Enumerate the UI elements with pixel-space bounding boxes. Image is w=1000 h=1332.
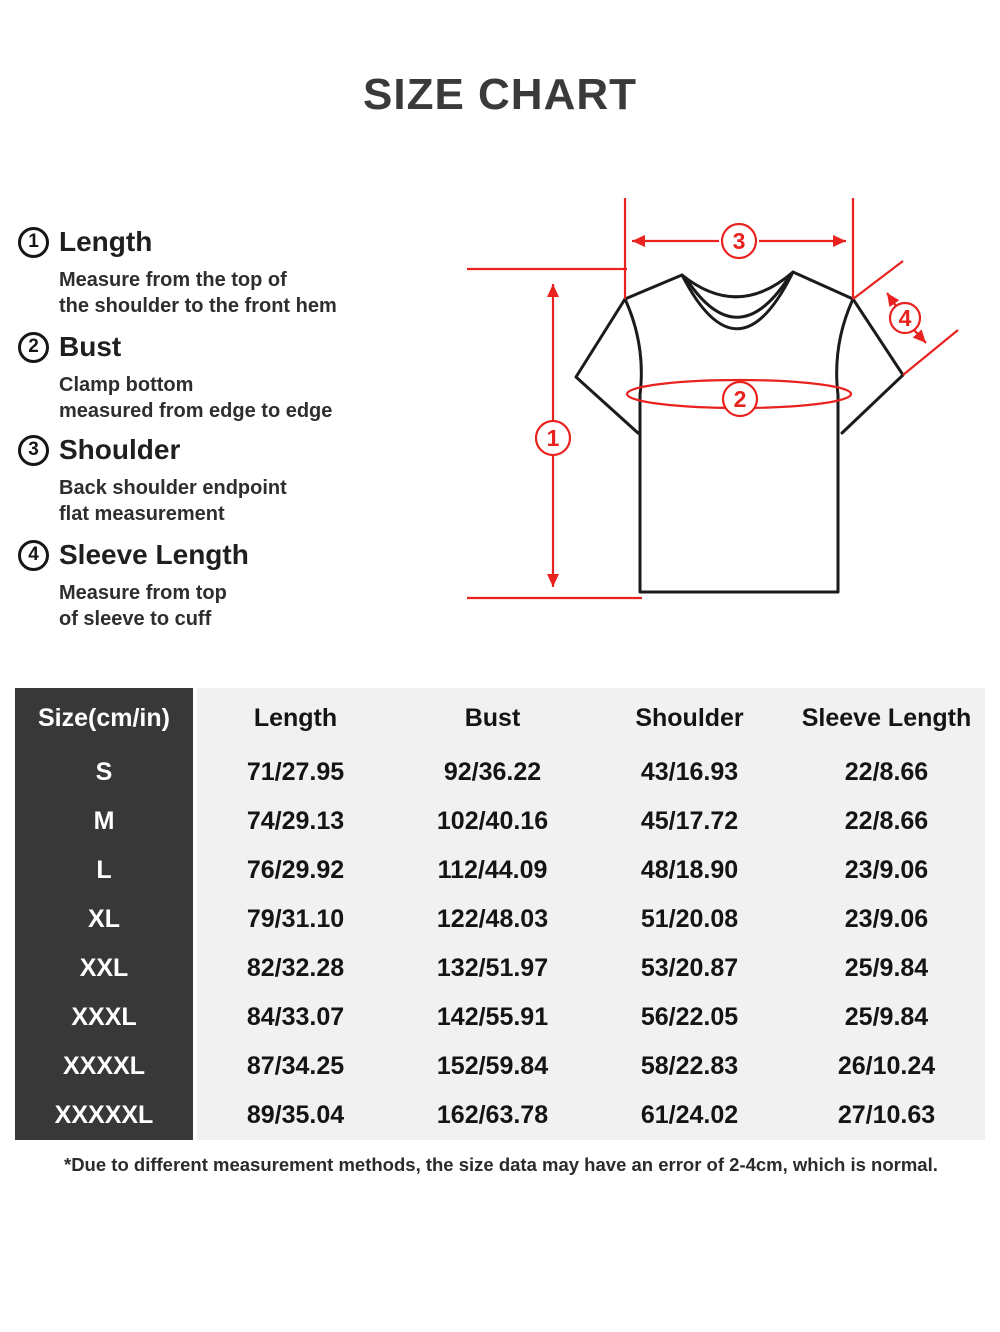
page-title: SIZE CHART xyxy=(363,70,637,119)
value-cell: 122/48.03 xyxy=(436,905,549,933)
size-cell: XXXXXL xyxy=(54,1101,154,1129)
instruction-bust xyxy=(18,331,448,424)
tshirt-collar-outer xyxy=(682,272,793,329)
table-header-cell: Bust xyxy=(464,703,521,732)
value-cell: 87/34.25 xyxy=(246,1052,345,1080)
size-table-label-column xyxy=(15,688,193,1140)
value-cell: 79/31.10 xyxy=(246,905,345,933)
instruction-bust-desc xyxy=(59,372,448,424)
value-cell: 53/20.87 xyxy=(640,954,739,982)
value-cell: 112/44.09 xyxy=(437,856,548,884)
value-cell: 82/32.28 xyxy=(246,954,345,982)
value-cell: 92/36.22 xyxy=(443,758,542,786)
value-cell: 132/51.97 xyxy=(436,954,549,982)
measurement-annotations xyxy=(467,198,958,598)
table-header-cell: Size(cm/in) xyxy=(38,703,170,732)
tshirt-body xyxy=(625,272,853,592)
marker-number-2: 2 xyxy=(733,386,747,412)
value-cell: 25/9.84 xyxy=(844,954,929,982)
tshirt-outline-icon xyxy=(576,272,903,592)
table-header-cell: Shoulder xyxy=(635,703,744,732)
instruction-shoulder-desc xyxy=(59,475,448,527)
sleeve-arrow-down xyxy=(914,330,926,343)
tshirt-measurement-diagram xyxy=(440,180,1000,660)
value-cell: 25/9.84 xyxy=(844,1003,929,1031)
table-header-cell: Sleeve Length xyxy=(801,703,972,732)
value-cell: 45/17.72 xyxy=(640,807,739,835)
instruction-sleeve-length xyxy=(18,539,448,632)
value-cell: 51/20.08 xyxy=(640,905,739,933)
instruction-sleeve-length-head xyxy=(18,539,448,571)
size-table xyxy=(15,688,985,1140)
marker-number-3: 3 xyxy=(732,228,746,254)
tshirt-left-sleeve xyxy=(576,299,638,433)
instruction-shoulder-label: Shoulder xyxy=(59,434,181,465)
desc-line: measured from edge to edge xyxy=(59,400,333,422)
circled-number-4-badge: 4 xyxy=(18,540,49,571)
size-cell: XL xyxy=(88,905,120,933)
instruction-bust-head xyxy=(18,331,448,363)
size-cell: M xyxy=(93,807,115,835)
value-cell: 23/9.06 xyxy=(844,856,929,884)
instruction-length-head xyxy=(18,226,448,258)
value-cell: 22/8.66 xyxy=(844,758,929,786)
value-cell: 102/40.16 xyxy=(436,807,549,835)
desc-line: the shoulder to the front hem xyxy=(59,295,337,317)
size-cell: XXXL xyxy=(71,1003,137,1031)
marker-number-1: 1 xyxy=(546,425,560,451)
value-cell: 74/29.13 xyxy=(246,807,345,835)
desc-line: Measure from top xyxy=(59,582,227,604)
value-cell: 43/16.93 xyxy=(640,758,739,786)
instruction-shoulder-head xyxy=(18,434,448,466)
desc-line: of sleeve to cuff xyxy=(59,608,212,630)
desc-line: flat measurement xyxy=(59,503,225,525)
value-cell: 56/22.05 xyxy=(640,1003,739,1031)
instruction-sleeve-length-label: Sleeve Length xyxy=(59,539,249,570)
size-cell: L xyxy=(96,856,112,884)
value-cell: 142/55.91 xyxy=(436,1003,549,1031)
instruction-sleeve-length-desc xyxy=(59,580,448,632)
circled-number-3-badge: 3 xyxy=(18,435,49,466)
value-cell: 22/8.66 xyxy=(844,807,929,835)
marker-number-4: 4 xyxy=(898,305,912,331)
instruction-length-label: Length xyxy=(59,226,153,257)
value-cell: 71/27.95 xyxy=(246,758,345,786)
circled-number-2-badge: 2 xyxy=(18,332,49,363)
value-cell: 48/18.90 xyxy=(640,856,739,884)
desc-line: Back shoulder endpoint xyxy=(59,477,287,499)
sleeve-extension-bottom xyxy=(903,330,958,375)
value-cell: 23/9.06 xyxy=(844,905,929,933)
instruction-length-desc xyxy=(59,267,448,319)
value-cell: 58/22.83 xyxy=(640,1052,739,1080)
size-cell: XXXXL xyxy=(63,1052,145,1080)
size-cell: XXL xyxy=(79,954,129,982)
table-header-cell: Length xyxy=(253,703,338,732)
size-cell: S xyxy=(95,758,113,786)
sleeve-arrow-up xyxy=(887,293,896,306)
value-cell: 76/29.92 xyxy=(246,856,345,884)
value-cell: 162/63.78 xyxy=(436,1101,549,1129)
instruction-bust-label: Bust xyxy=(59,331,122,362)
value-cell: 152/59.84 xyxy=(436,1052,549,1080)
value-cell: 84/33.07 xyxy=(246,1003,345,1031)
value-cell: 27/10.63 xyxy=(837,1101,936,1129)
circled-number-1-badge: 1 xyxy=(18,227,49,258)
value-cell: 26/10.24 xyxy=(837,1052,936,1080)
instruction-shoulder xyxy=(18,434,448,527)
desc-line: Measure from the top of xyxy=(59,269,287,291)
measurement-disclaimer: *Due to different measurement methods, the size data may have an error of 2-4cm, which is normal. xyxy=(64,1154,938,1175)
sleeve-extension-top xyxy=(853,261,903,299)
value-cell: 89/35.04 xyxy=(246,1101,345,1129)
instruction-length xyxy=(18,226,448,319)
size-table-data-area xyxy=(197,688,985,1140)
value-cell: 61/24.02 xyxy=(640,1101,739,1129)
desc-line: Clamp bottom xyxy=(59,374,194,396)
